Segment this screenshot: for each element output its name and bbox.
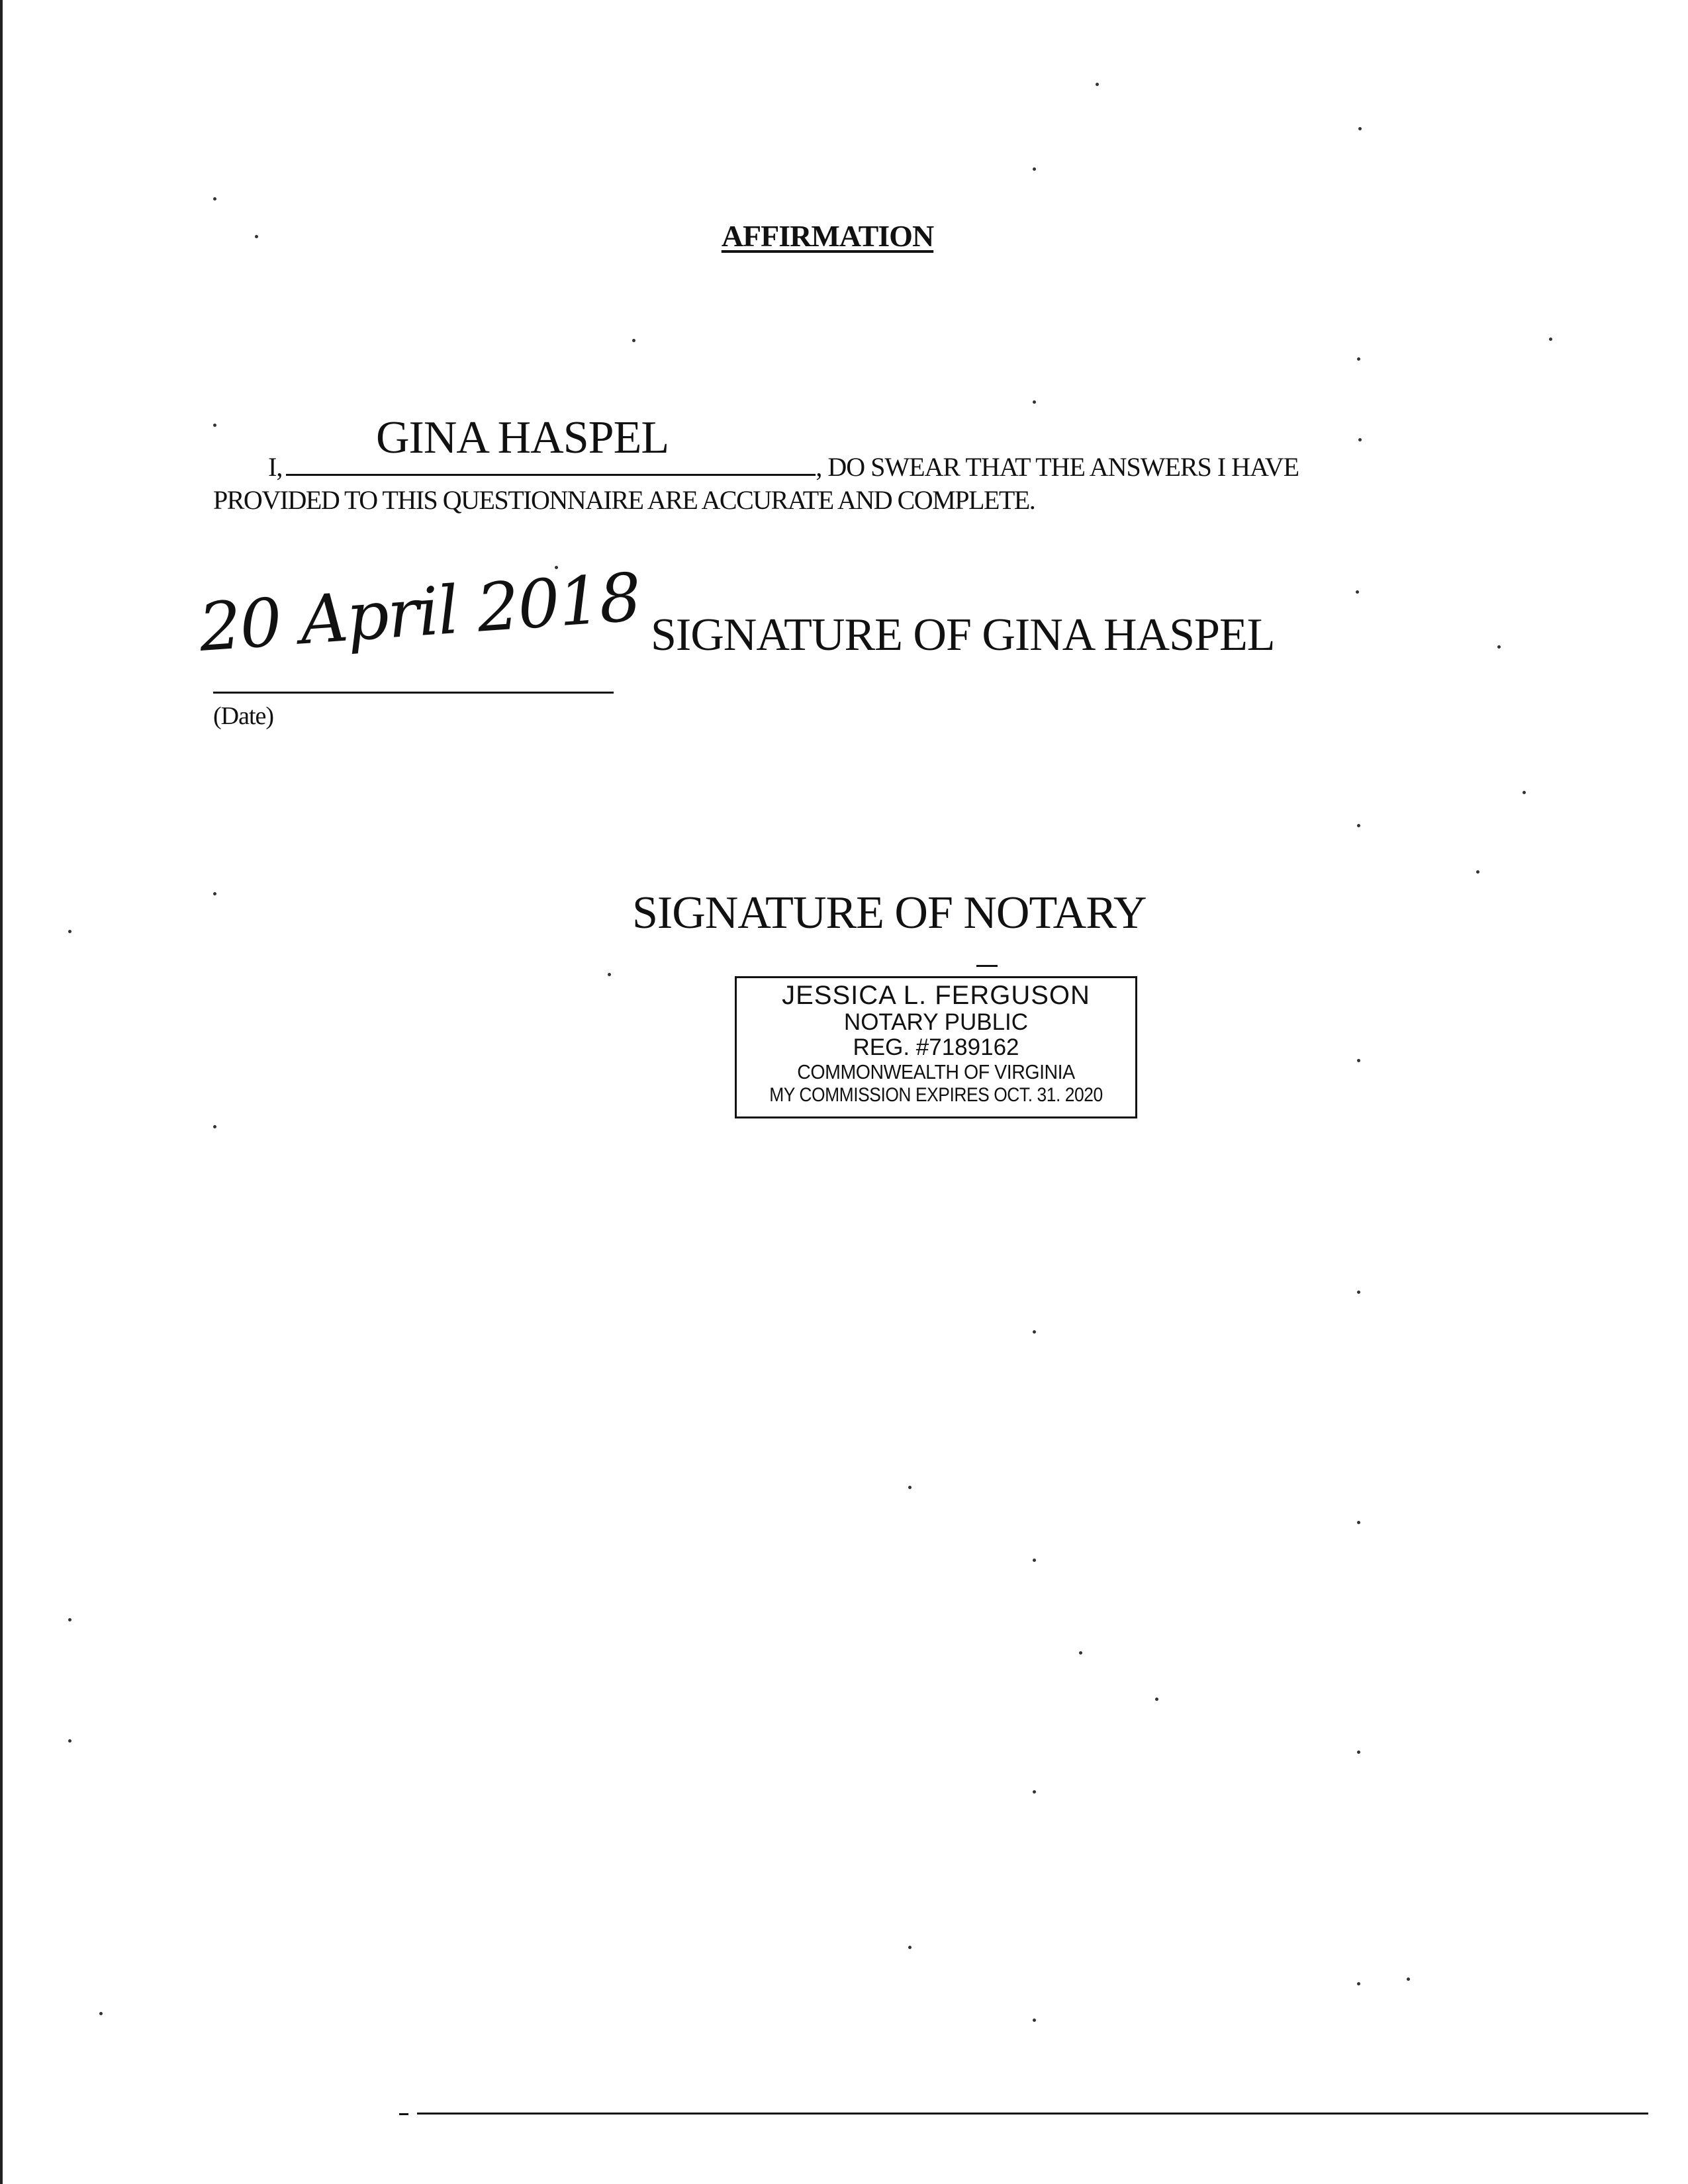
scan-speck: [213, 1125, 216, 1128]
scan-speck: [632, 339, 635, 342]
scan-speck: [99, 2012, 103, 2015]
notary-title: NOTARY PUBLIC: [843, 1009, 1029, 1035]
date-signature-line: [213, 692, 614, 694]
affirmation-suffix: , DO SWEAR THAT THE ANSWERS I HAVE: [816, 452, 1299, 482]
signature-notary: SIGNATURE OF NOTARY: [632, 887, 1147, 938]
scan-speck: [1549, 338, 1552, 341]
scan-speck: [1356, 590, 1359, 594]
affirmation-prefix: I,: [268, 452, 283, 482]
affirmation-line-2: PROVIDED TO THIS QUESTIONNAIRE ARE ACCURATE AND COMPLETE.: [213, 485, 1035, 515]
scan-speck: [608, 973, 611, 976]
scan-speck: [1033, 1330, 1036, 1334]
scan-speck: [1357, 1982, 1360, 1985]
scan-speck: [68, 930, 71, 933]
signature-haspel: SIGNATURE OF GINA HASPEL: [651, 610, 1275, 660]
scan-page-edge: [0, 0, 3, 2184]
scan-speck: [1033, 400, 1036, 404]
handwritten-date: 20 April 2018: [196, 558, 643, 666]
scan-speck: [68, 1618, 71, 1621]
affiant-name: GINA HASPEL: [376, 412, 669, 463]
scan-speck: [1357, 1059, 1360, 1062]
scan-speck: [213, 892, 216, 895]
affirmation-line-1: [268, 451, 1299, 482]
scan-speck: [213, 424, 216, 427]
footer-rule: [417, 2113, 1648, 2115]
notary-commission-expiry: MY COMMISSION EXPIRES OCT. 31. 2020: [769, 1084, 1103, 1106]
stamp-mark: [976, 965, 998, 967]
notary-registration: REG. #7189162: [853, 1034, 1019, 1060]
scan-speck: [1096, 83, 1099, 86]
notary-name: JESSICA L. FERGUSON: [782, 981, 1090, 1010]
scan-speck: [1357, 1521, 1360, 1524]
document-title: AFFIRMATION: [721, 219, 934, 253]
scan-speck: [1357, 1291, 1360, 1294]
scan-speck: [1523, 791, 1526, 794]
scan-speck: [1476, 870, 1479, 874]
scan-speck: [1155, 1698, 1158, 1701]
scan-speck: [1033, 167, 1036, 171]
scan-speck: [1033, 2019, 1036, 2022]
scan-speck: [1033, 1790, 1036, 1794]
scan-speck: [908, 1946, 912, 1949]
scan-speck: [213, 197, 216, 201]
scan-speck: [1358, 127, 1362, 130]
notary-stamp: [735, 976, 1137, 1118]
date-label: (Date): [213, 702, 274, 730]
footer-tick: [399, 2113, 408, 2115]
scan-speck: [1358, 438, 1362, 441]
notary-jurisdiction: COMMONWEALTH OF VIRGINIA: [797, 1060, 1075, 1083]
scan-speck: [1033, 1559, 1036, 1562]
scan-speck: [1407, 1978, 1410, 1981]
scan-speck: [1357, 824, 1360, 827]
scan-speck: [1079, 1651, 1082, 1655]
name-blank-line: [286, 470, 816, 476]
scan-speck: [908, 1486, 912, 1489]
scan-speck: [1357, 357, 1360, 361]
scan-speck: [1357, 1751, 1360, 1754]
scan-speck: [68, 1739, 71, 1743]
scan-speck: [1497, 645, 1501, 649]
